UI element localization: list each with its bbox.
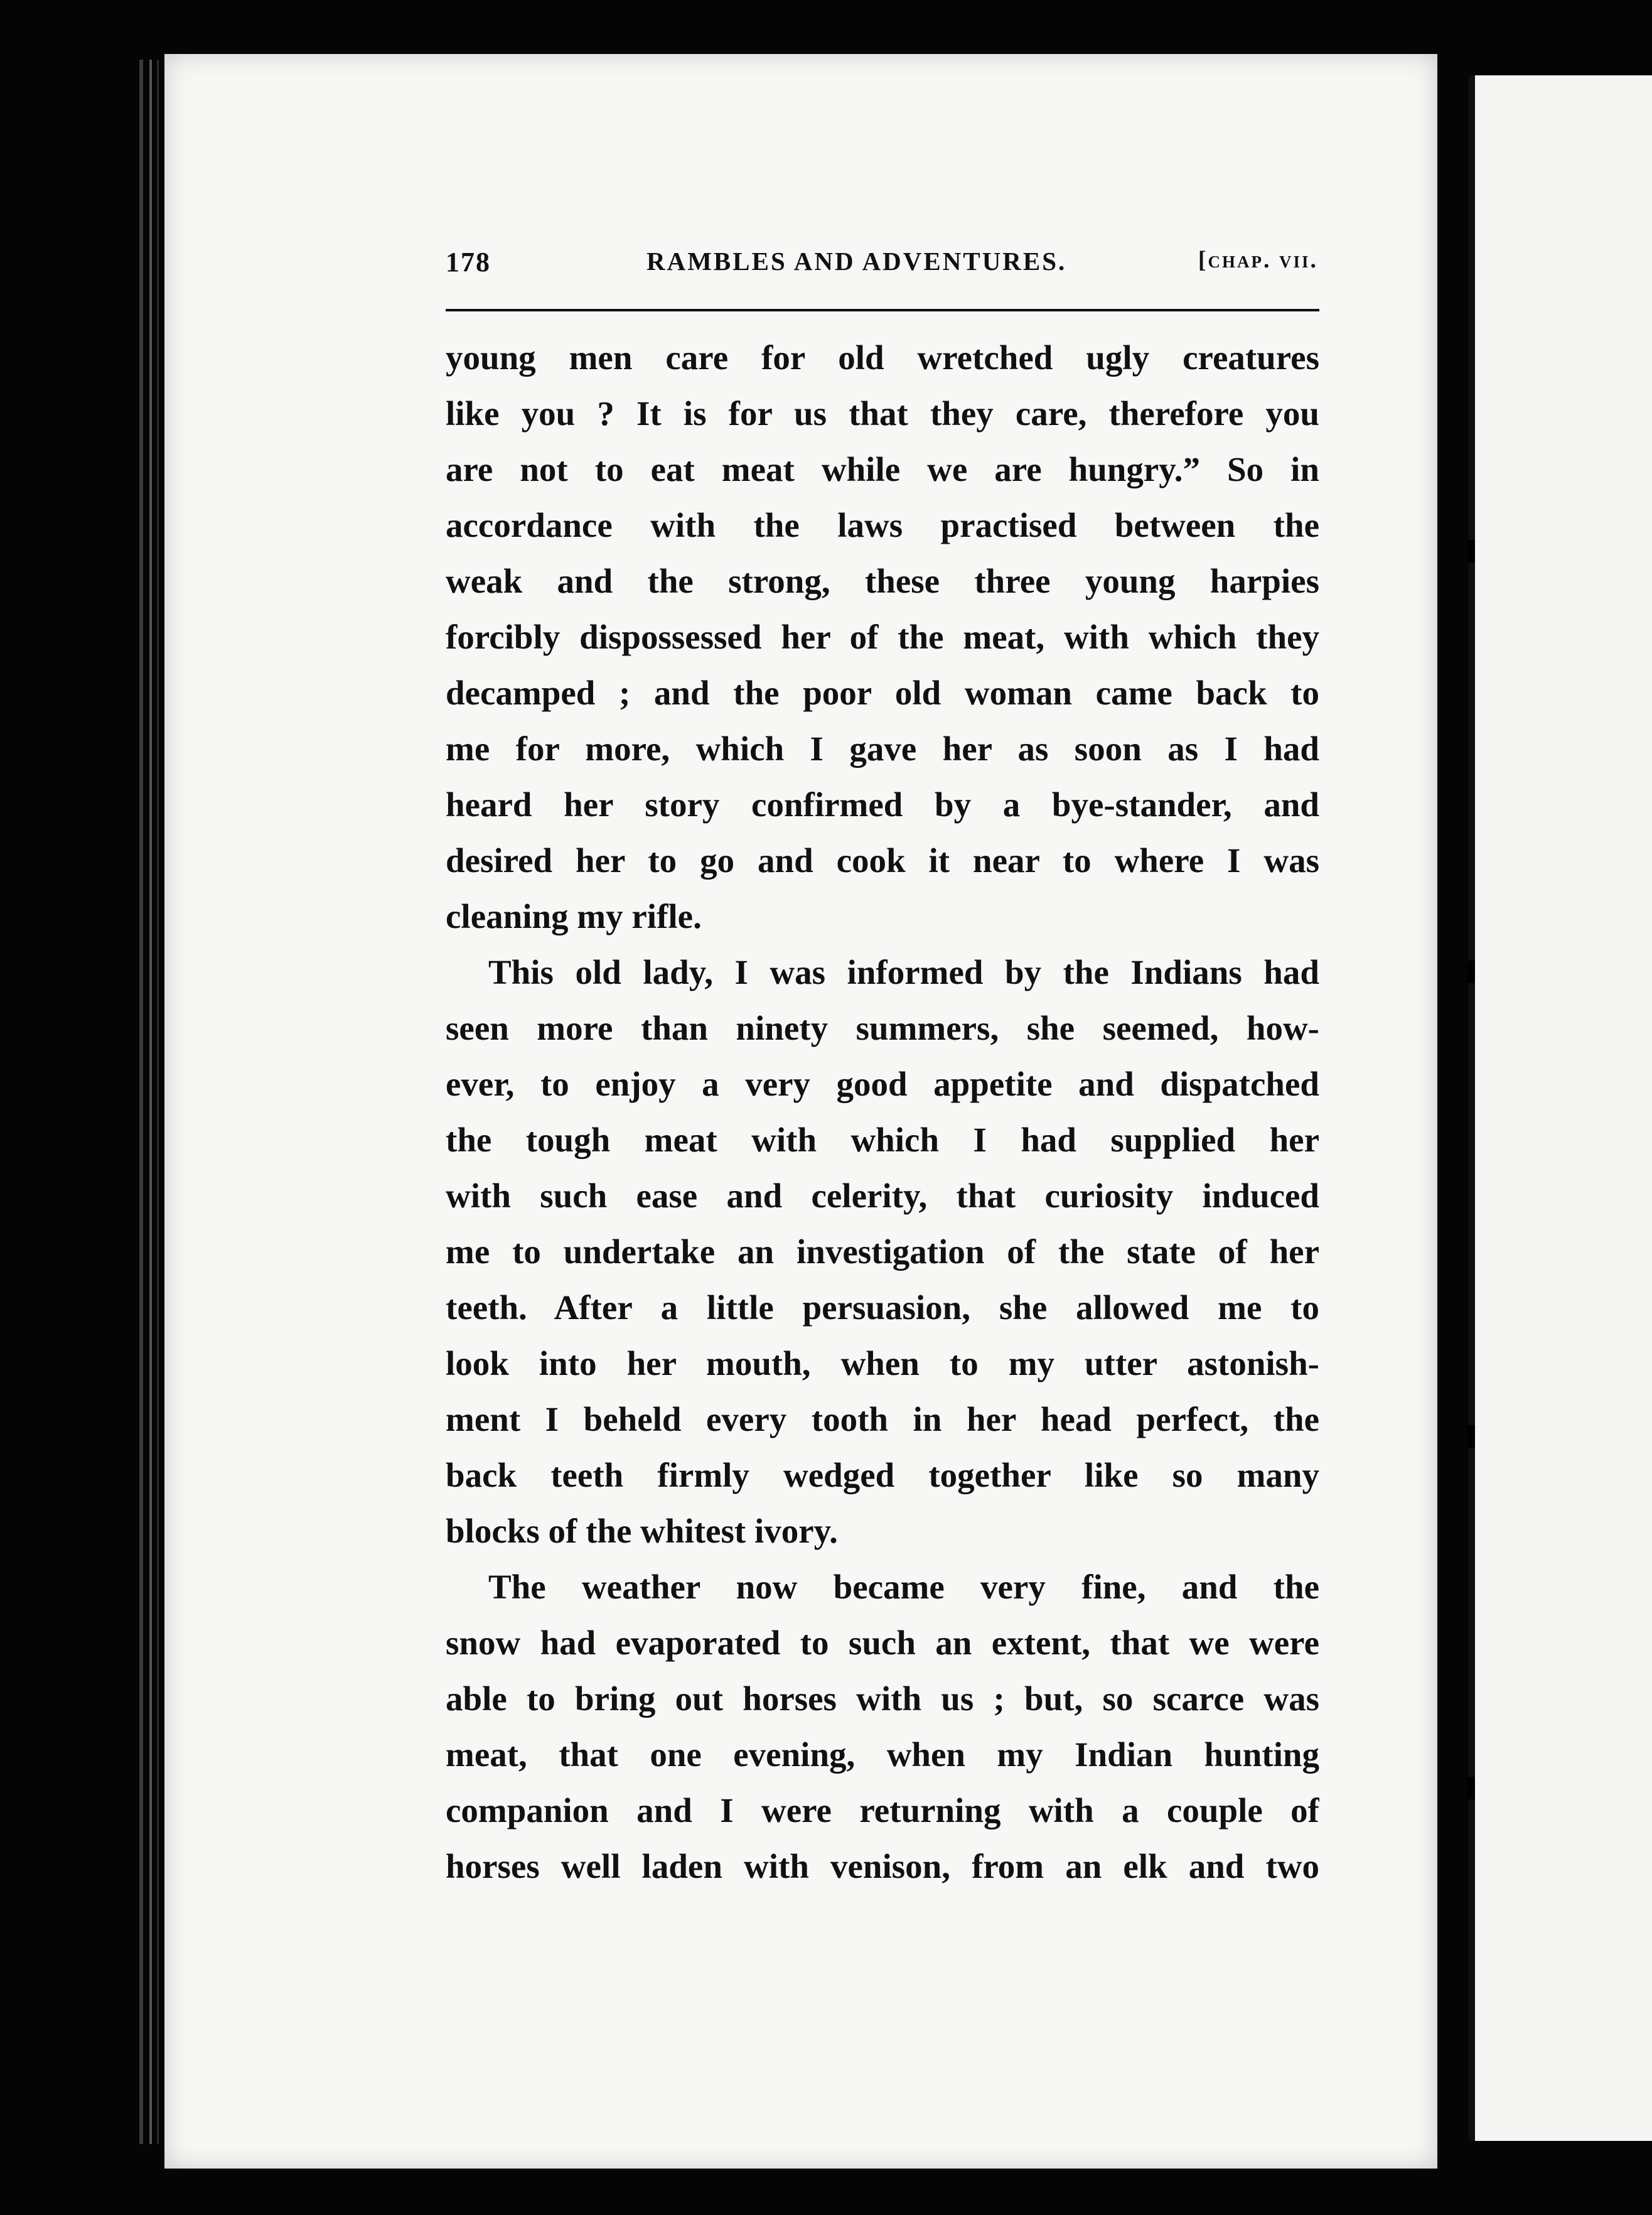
page-edge-mark bbox=[1467, 540, 1475, 563]
text-line: accordance with the laws practised between the bbox=[446, 506, 1319, 544]
page-edge-mark bbox=[1467, 1777, 1475, 1799]
text-line: like you ? It is for us that they care, therefore you bbox=[446, 394, 1319, 433]
text-line: cleaning my rifle. bbox=[446, 897, 702, 935]
page-number: 178 bbox=[446, 247, 491, 278]
text-line: The weather now became very fine, and the bbox=[488, 1568, 1319, 1606]
running-title: RAMBLES AND ADVENTURES. bbox=[646, 247, 1067, 276]
text-line: heard her story confirmed by a bye-stander, and bbox=[446, 785, 1319, 824]
text-line: snow had evaporated to such an extent, that we were bbox=[446, 1624, 1319, 1662]
text-line: ment I beheld every tooth in her head perfect, the bbox=[446, 1400, 1319, 1438]
text-line: meat, that one evening, when my Indian hunting bbox=[446, 1735, 1319, 1774]
text-line: ever, to enjoy a very good appetite and dispatched bbox=[446, 1065, 1319, 1103]
text-line: weak and the strong, these three young harpies bbox=[446, 562, 1319, 600]
text-line: me to undertake an investigation of the state of her bbox=[446, 1232, 1319, 1271]
page-edge bbox=[157, 60, 159, 2144]
adjacent-page-sliver bbox=[1469, 75, 1652, 2141]
page-edge-mark bbox=[1467, 961, 1475, 983]
page-edge-mark bbox=[1467, 1425, 1475, 1448]
text-line: This old lady, I was informed by the Indians had bbox=[488, 953, 1319, 991]
body-text bbox=[446, 330, 1319, 1894]
running-head bbox=[446, 246, 1318, 290]
text-line: able to bring out horses with us ; but, so scarce was bbox=[446, 1679, 1319, 1718]
text-line: decamped ; and the poor old woman came back to bbox=[446, 674, 1319, 712]
text-line: look into her mouth, when to my utter astonish- bbox=[446, 1344, 1319, 1382]
text-line: back teeth firmly wedged together like so many bbox=[446, 1456, 1319, 1494]
text-line: teeth. After a little persuasion, she allowed me to bbox=[446, 1288, 1319, 1327]
page-edge bbox=[139, 60, 143, 2144]
text-line: blocks of the whitest ivory. bbox=[446, 1512, 838, 1550]
text-line: seen more than ninety summers, she seemed, how- bbox=[446, 1009, 1319, 1047]
text-line: desired her to go and cook it near to where I was bbox=[446, 841, 1319, 880]
page-edge bbox=[149, 60, 152, 2144]
text-line: horses well laden with venison, from an elk and two bbox=[446, 1847, 1319, 1885]
text-line: young men care for old wretched ugly creatures bbox=[446, 338, 1319, 377]
text-line: are not to eat meat while we are hungry.” So in bbox=[446, 450, 1319, 488]
text-line: me for more, which I gave her as soon as I had bbox=[446, 730, 1319, 768]
text-line: forcibly dispossessed her of the meat, with which they bbox=[446, 618, 1319, 656]
text-line: companion and I were returning with a couple of bbox=[446, 1791, 1319, 1830]
header-rule bbox=[446, 309, 1319, 311]
text-line: the tough meat with which I had supplied her bbox=[446, 1121, 1319, 1159]
chapter-mark: [chap. vii. bbox=[1198, 247, 1318, 273]
text-line: with such ease and celerity, that curiosity induced bbox=[446, 1177, 1319, 1215]
